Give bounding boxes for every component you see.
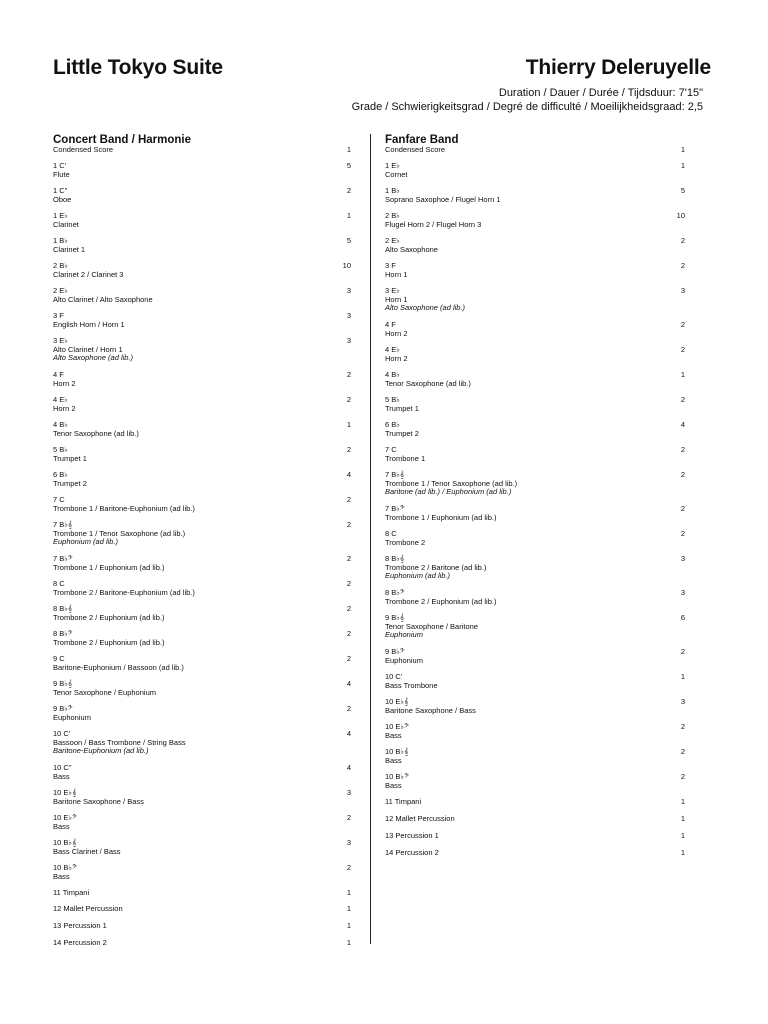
- part-number-key: 9 C: [53, 654, 65, 663]
- part-name: 14 Percussion 2: [53, 938, 107, 947]
- part-row: [385, 589, 685, 606]
- part-name: Cornet: [385, 169, 408, 179]
- piece-title: Little Tokyo Suite: [53, 56, 223, 79]
- part-quantity: 3: [346, 311, 351, 320]
- part-row: [385, 698, 685, 715]
- part-quantity: 2: [346, 370, 351, 379]
- part-row: [385, 162, 685, 179]
- part-name: Trumpet 2: [53, 478, 87, 488]
- part-row: [53, 212, 353, 229]
- part-number-key: 8 B♭𝄢: [53, 629, 73, 638]
- part-name: Bass: [385, 755, 402, 765]
- part-name: Bass: [53, 771, 70, 781]
- part-quantity: 3: [346, 286, 351, 295]
- part-row: [385, 287, 685, 313]
- part-row: [53, 889, 353, 898]
- part-name: Trombone 1 / Baritone-Euphonium (ad lib.): [53, 503, 195, 513]
- part-number-key: 4 F: [53, 370, 64, 379]
- part-quantity: 1: [680, 831, 685, 840]
- part-name: Oboe: [53, 194, 72, 204]
- part-quantity: 2: [680, 747, 685, 756]
- part-number-key: 8 B♭𝄞: [53, 604, 73, 613]
- part-number-key: 8 C: [385, 529, 397, 538]
- part-number-key: 4 B♭: [53, 420, 68, 429]
- part-quantity: 1: [680, 161, 685, 170]
- part-quantity: 5: [346, 161, 351, 170]
- part-number-key: 10 B♭𝄢: [53, 863, 77, 872]
- part-row: [53, 864, 353, 881]
- part-quantity: 2: [680, 236, 685, 245]
- part-row: [385, 555, 685, 581]
- part-quantity: 4: [346, 679, 351, 688]
- part-quantity: 1: [680, 145, 685, 154]
- part-quantity: 2: [346, 495, 351, 504]
- part-row: [53, 605, 353, 622]
- part-name: Clarinet 2 / Clarinet 3: [53, 269, 124, 279]
- part-number-key: 10 C': [385, 672, 403, 681]
- fanfare-band-title: Fanfare Band: [385, 134, 459, 146]
- part-name: Trombone 2: [385, 537, 426, 547]
- part-row: [385, 648, 685, 665]
- part-row: [385, 530, 685, 547]
- part-quantity: 1: [680, 672, 685, 681]
- part-subtitle: Euphonium (ad lib.): [385, 571, 451, 580]
- part-quantity: 5: [346, 236, 351, 245]
- part-number-key: 8 C: [53, 579, 65, 588]
- grade-label: Grade / Schwierigkeitsgrad / Degré de difficulté / Moeilijkheidsgraad:: [351, 101, 685, 113]
- part-row: [53, 680, 353, 697]
- part-row: [53, 705, 353, 722]
- part-quantity: 1: [346, 888, 351, 897]
- part-row: [385, 723, 685, 740]
- part-quantity: 1: [680, 848, 685, 857]
- part-number-key: 1 C": [53, 186, 68, 195]
- part-row: [53, 839, 353, 856]
- part-quantity: 4: [346, 729, 351, 738]
- part-number-key: 7 B♭𝄞: [53, 520, 73, 529]
- concert-band-column: [53, 134, 353, 947]
- part-name: English Horn / Horn 1: [53, 319, 125, 329]
- part-name: Trombone 1: [385, 453, 426, 463]
- part-row: [53, 630, 353, 647]
- part-number-key: 5 B♭: [385, 395, 400, 404]
- part-quantity: 3: [680, 286, 685, 295]
- part-row: [53, 814, 353, 831]
- part-quantity: 1: [346, 921, 351, 930]
- part-number-key: 1 E♭: [53, 211, 68, 220]
- part-name: Bass Trombone: [385, 680, 438, 690]
- part-name: Euphonium: [53, 712, 91, 722]
- part-number-key: 4 B♭: [385, 370, 400, 379]
- part-number-key: 5 B♭: [53, 445, 68, 454]
- part-quantity: 2: [346, 704, 351, 713]
- part-name: Horn 2: [385, 353, 408, 363]
- part-quantity: 2: [680, 470, 685, 479]
- part-row: [385, 748, 685, 765]
- part-number-key: 8 B♭𝄞: [385, 554, 405, 563]
- part-row: [53, 655, 353, 672]
- part-number-key: 9 B♭𝄢: [53, 704, 73, 713]
- part-quantity: 3: [346, 336, 351, 345]
- part-row: [53, 337, 353, 363]
- part-row: [385, 815, 685, 824]
- part-number-key: 1 C': [53, 161, 67, 170]
- part-quantity: 2: [680, 261, 685, 270]
- part-name: Condensed Score: [53, 145, 114, 154]
- part-name: Tenor Saxophone / Euphonium: [53, 687, 156, 697]
- part-row: [385, 798, 685, 807]
- part-row: [385, 673, 685, 690]
- part-quantity: 2: [680, 504, 685, 513]
- part-number-key: 3 F: [385, 261, 396, 270]
- part-number-key: 3 E♭: [53, 336, 68, 345]
- part-name: Tenor Saxophone / Baritone: [385, 621, 478, 631]
- part-row: [385, 471, 685, 497]
- part-quantity: 3: [680, 554, 685, 563]
- column-divider: [370, 134, 371, 944]
- part-quantity: 1: [346, 145, 351, 154]
- part-quantity: 1: [346, 211, 351, 220]
- part-number-key: 2 B♭: [385, 211, 400, 220]
- part-quantity: 1: [680, 370, 685, 379]
- part-row: [53, 521, 353, 547]
- part-name: Trombone 1 / Euphonium (ad lib.): [385, 512, 497, 522]
- part-name: Bass Clarinet / Bass: [53, 846, 121, 856]
- part-name: Horn 1: [385, 294, 408, 304]
- part-number-key: 9 B♭𝄞: [53, 679, 73, 688]
- part-quantity: 3: [346, 788, 351, 797]
- part-number-key: 10 C': [53, 729, 71, 738]
- part-number-key: 1 B♭: [385, 186, 400, 195]
- part-row: [385, 849, 685, 858]
- part-name: Bassoon / Bass Trombone / String Bass: [53, 737, 186, 747]
- part-number-key: 2 B♭: [53, 261, 68, 270]
- part-quantity: 1: [346, 420, 351, 429]
- part-row: [385, 371, 685, 388]
- part-quantity: 2: [680, 395, 685, 404]
- part-quantity: 2: [680, 772, 685, 781]
- part-number-key: 6 B♭: [53, 470, 68, 479]
- part-row: [385, 321, 685, 338]
- part-row: [53, 905, 353, 914]
- part-row: [53, 262, 353, 279]
- part-quantity: 5: [680, 186, 685, 195]
- part-name: Bass: [53, 821, 70, 831]
- part-number-key: 10 B♭𝄢: [385, 772, 409, 781]
- part-name: Trombone 2 / Euphonium (ad lib.): [385, 596, 497, 606]
- part-subtitle: Euphonium: [385, 630, 423, 639]
- part-name: Soprano Saxophoe / Flugel Horn 1: [385, 194, 501, 204]
- part-subtitle: Alto Saxophone (ad lib.): [53, 353, 134, 362]
- part-row: [53, 922, 353, 931]
- part-row: [385, 773, 685, 790]
- part-subtitle: Euphonium (ad lib.): [53, 537, 119, 546]
- part-quantity: 1: [346, 904, 351, 913]
- part-name: Bass: [53, 871, 70, 881]
- part-name: Bass: [385, 780, 402, 790]
- concert-band-title: Concert Band / Harmonie: [53, 134, 192, 146]
- part-name: Trombone 2 / Baritone (ad lib.): [385, 562, 487, 572]
- part-number-key: 1 E♭: [385, 161, 400, 170]
- part-number-key: 7 C: [53, 495, 65, 504]
- part-row: [53, 446, 353, 463]
- part-quantity: 3: [346, 838, 351, 847]
- part-quantity: 1: [680, 797, 685, 806]
- part-row: [53, 471, 353, 488]
- part-name: Horn 2: [53, 403, 76, 413]
- part-name: Flugel Horn 2 / Flugel Horn 3: [385, 219, 482, 229]
- part-row: [53, 555, 353, 572]
- part-quantity: 2: [346, 629, 351, 638]
- part-name: Trumpet 1: [385, 403, 419, 413]
- part-number-key: 4 F: [385, 320, 396, 329]
- part-name: Condensed Score: [385, 145, 446, 154]
- part-row: [53, 939, 353, 948]
- part-row: [385, 396, 685, 413]
- part-number-key: 7 B♭𝄢: [53, 554, 73, 563]
- part-name: Trombone 2 / Euphonium (ad lib.): [53, 637, 165, 647]
- part-quantity: 6: [680, 613, 685, 622]
- part-name: Horn 2: [53, 378, 76, 388]
- part-row: [385, 832, 685, 841]
- part-name: Alto Saxophone: [385, 244, 438, 254]
- part-number-key: 7 B♭𝄞: [385, 470, 405, 479]
- part-name: Trombone 1 / Tenor Saxophone (ad lib.): [385, 478, 518, 488]
- part-number-key: 8 B♭𝄢: [385, 588, 405, 597]
- part-row: [53, 162, 353, 179]
- part-name: 12 Mallet Percussion: [385, 814, 455, 823]
- part-quantity: 2: [346, 604, 351, 613]
- part-name: 13 Percussion 1: [385, 831, 439, 840]
- part-row: [53, 580, 353, 597]
- part-number-key: 9 B♭𝄞: [385, 613, 405, 622]
- part-name: Euphonium: [385, 655, 423, 665]
- part-name: Flute: [53, 169, 70, 179]
- part-quantity: 1: [346, 938, 351, 947]
- grade-value: 2,5: [687, 101, 703, 113]
- part-quantity: 2: [680, 722, 685, 731]
- part-number-key: 10 C": [53, 763, 72, 772]
- part-number-key: 2 E♭: [385, 236, 400, 245]
- part-name: Trumpet 1: [53, 453, 87, 463]
- part-row: [385, 421, 685, 438]
- part-name: 11 Timpani: [385, 797, 422, 806]
- part-name: Trumpet 2: [385, 428, 419, 438]
- part-number-key: 10 E♭𝄞: [385, 697, 409, 706]
- part-quantity: 4: [680, 420, 685, 429]
- part-number-key: 4 E♭: [53, 395, 68, 404]
- part-name: 14 Percussion 2: [385, 848, 439, 857]
- part-quantity: 10: [676, 211, 685, 220]
- part-quantity: 2: [346, 654, 351, 663]
- part-name: Tenor Saxophone (ad lib.): [53, 428, 139, 438]
- part-quantity: 2: [680, 345, 685, 354]
- duration-label: Duration / Dauer / Durée / Tijdsduur:: [498, 87, 676, 99]
- part-row: [53, 730, 353, 756]
- part-quantity: 2: [680, 647, 685, 656]
- part-row: [385, 346, 685, 363]
- part-quantity: 2: [346, 520, 351, 529]
- part-number-key: 6 B♭: [385, 420, 400, 429]
- part-row: [385, 262, 685, 279]
- part-quantity: 10: [342, 261, 351, 270]
- part-name: Alto Clarinet / Horn 1: [53, 344, 123, 354]
- part-quantity: 1: [680, 814, 685, 823]
- part-subtitle: Baritone (ad lib.) / Euphonium (ad lib.): [385, 487, 512, 496]
- part-row: [53, 764, 353, 781]
- part-name: Clarinet 1: [53, 244, 86, 254]
- part-quantity: 2: [680, 445, 685, 454]
- part-name: Bass: [385, 730, 402, 740]
- part-name: Alto Clarinet / Alto Saxophone: [53, 294, 153, 304]
- part-row: [53, 146, 353, 155]
- part-row: [385, 505, 685, 522]
- part-number-key: 10 B♭𝄞: [385, 747, 409, 756]
- fanfare-band-column: [385, 134, 685, 857]
- part-quantity: 2: [346, 395, 351, 404]
- part-row: [53, 421, 353, 438]
- part-quantity: 2: [346, 813, 351, 822]
- part-quantity: 4: [346, 470, 351, 479]
- part-quantity: 2: [346, 554, 351, 563]
- part-name: Trombone 2 / Baritone-Euphonium (ad lib.): [53, 587, 195, 597]
- duration-value: 7'15": [678, 87, 703, 99]
- part-name: Trombone 1 / Euphonium (ad lib.): [53, 562, 165, 572]
- part-subtitle: Alto Saxophone (ad lib.): [385, 303, 466, 312]
- part-name: Baritone Saxophone / Bass: [385, 705, 476, 715]
- part-number-key: 2 E♭: [53, 286, 68, 295]
- part-quantity: 3: [680, 588, 685, 597]
- part-quantity: 2: [346, 445, 351, 454]
- part-number-key: 9 B♭𝄢: [385, 647, 405, 656]
- part-number-key: 3 F: [53, 311, 64, 320]
- duration-line: [499, 87, 703, 99]
- part-subtitle: Baritone-Euphonium (ad lib.): [53, 746, 149, 755]
- part-number-key: 3 E♭: [385, 286, 400, 295]
- part-name: 13 Percussion 1: [53, 921, 107, 930]
- part-number-key: 1 B♭: [53, 236, 68, 245]
- part-row: [385, 614, 685, 640]
- part-row: [53, 187, 353, 204]
- part-name: Baritone Saxophone / Bass: [53, 796, 144, 806]
- part-row: [53, 287, 353, 304]
- part-name: Clarinet: [53, 219, 79, 229]
- part-name: Trombone 2 / Euphonium (ad lib.): [53, 612, 165, 622]
- part-number-key: 10 E♭𝄢: [385, 722, 409, 731]
- composer-name: Thierry Deleruyelle: [525, 56, 711, 79]
- part-row: [385, 187, 685, 204]
- part-row: [385, 212, 685, 229]
- part-quantity: 2: [680, 320, 685, 329]
- part-row: [53, 496, 353, 513]
- part-name: Horn 1: [385, 269, 408, 279]
- part-row: [53, 396, 353, 413]
- part-number-key: 10 E♭𝄢: [53, 813, 77, 822]
- part-row: [385, 446, 685, 463]
- part-row: [53, 237, 353, 254]
- part-number-key: 4 E♭: [385, 345, 400, 354]
- part-number-key: 7 B♭𝄢: [385, 504, 405, 513]
- part-number-key: 7 C: [385, 445, 397, 454]
- part-number-key: 10 B♭𝄞: [53, 838, 77, 847]
- part-name: 12 Mallet Percussion: [53, 904, 123, 913]
- grade-line: [352, 101, 703, 113]
- part-quantity: 2: [346, 863, 351, 872]
- part-name: Horn 2: [385, 328, 408, 338]
- part-row: [385, 146, 685, 155]
- part-quantity: 3: [680, 697, 685, 706]
- part-name: Trombone 1 / Tenor Saxophone (ad lib.): [53, 528, 186, 538]
- part-quantity: 2: [346, 186, 351, 195]
- part-name: 11 Timpani: [53, 888, 90, 897]
- part-quantity: 2: [680, 529, 685, 538]
- part-row: [53, 789, 353, 806]
- part-row: [385, 237, 685, 254]
- part-quantity: 2: [346, 579, 351, 588]
- part-row: [53, 312, 353, 329]
- part-number-key: 10 E♭𝄞: [53, 788, 77, 797]
- part-name: Baritone-Euphonium / Bassoon (ad lib.): [53, 662, 184, 672]
- part-row: [53, 371, 353, 388]
- part-name: Tenor Saxophone (ad lib.): [385, 378, 471, 388]
- part-quantity: 4: [346, 763, 351, 772]
